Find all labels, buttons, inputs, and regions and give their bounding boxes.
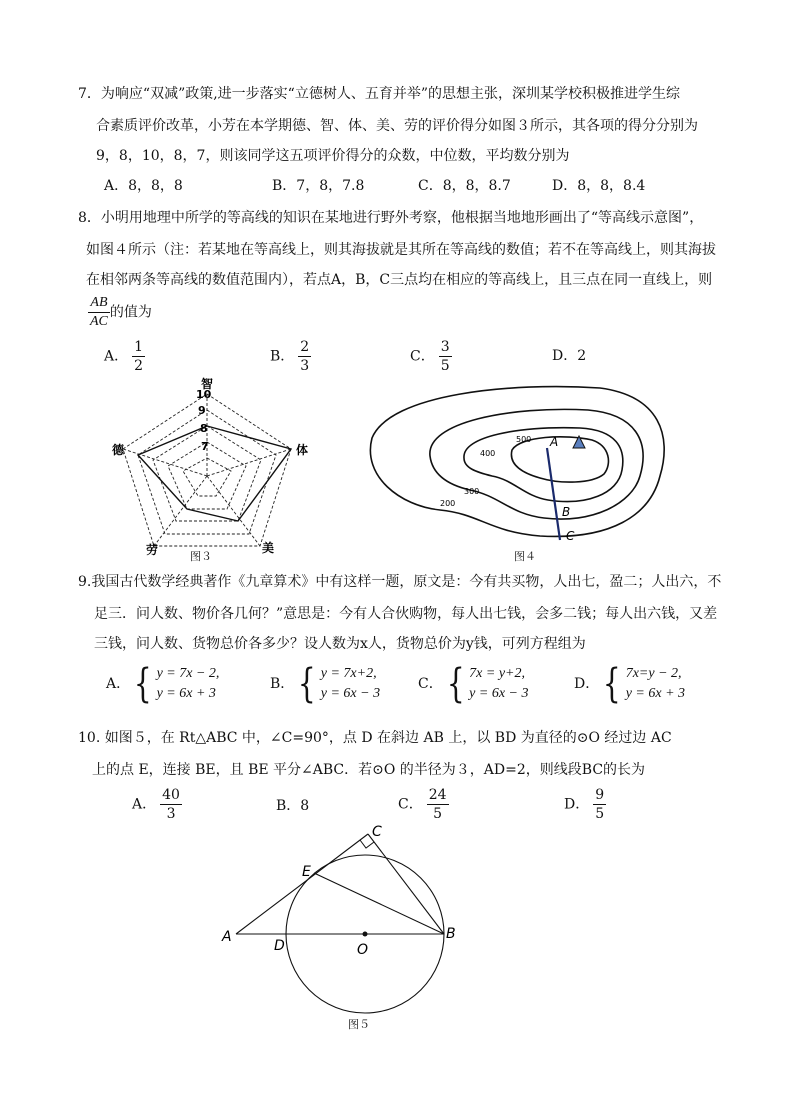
q9-option-a: A． { y = 7x − 2, y = 6x + 3 bbox=[106, 661, 220, 707]
q8-option-c bbox=[410, 338, 452, 375]
q10-option-d bbox=[564, 786, 606, 823]
q8-option-a bbox=[104, 338, 145, 375]
q10-a-label: A． bbox=[132, 796, 157, 813]
q7-line1: 7．为响应“双减”政策,进一步落实“立德树人、五育并举”的思想主张，深圳某学校积极推进学生综 bbox=[78, 86, 680, 102]
radar-axis-bottom-left bbox=[154, 476, 207, 546]
figure-4-contour-map bbox=[360, 376, 680, 546]
q7-line2: 合素质评价改革，小芳在本学期德、智、体、美、劳的评价得分如图３所示，其各项的得分分别为 bbox=[96, 118, 698, 134]
q8-frac-den: AC bbox=[90, 314, 108, 329]
q8-b-label: B． bbox=[270, 348, 295, 365]
segment-ac bbox=[236, 834, 368, 934]
q8-line2: 如图４所示（注：若某地在等高线上，则其海拔就是其所在等高线的数值；若不在等高线上，则其海拔 bbox=[86, 242, 716, 258]
point-b-label: B bbox=[446, 926, 456, 942]
q8-option-b bbox=[270, 338, 311, 375]
line-abc bbox=[547, 448, 560, 540]
q10-line2: 上的点 E，连接 BE，且 BE 平分∠ABC．若⊙O 的半径为３，AD=2，则线段BC的长为 bbox=[92, 762, 646, 778]
q8-fraction bbox=[88, 294, 110, 331]
q8-c-label: C． bbox=[410, 348, 435, 365]
point-a-label: A bbox=[550, 435, 559, 449]
q9-c-eq1: 7x = y+2, bbox=[469, 666, 525, 681]
q9-option-d: D． { 7x=y − 2, y = 6x + 3 bbox=[574, 661, 686, 707]
point-d-label: D bbox=[274, 938, 285, 954]
contour-200 bbox=[370, 387, 664, 537]
q10-c-num: 24 bbox=[428, 787, 447, 803]
q10-a-num: 40 bbox=[162, 787, 180, 803]
q7-option-c: C．8，8，8.7 bbox=[418, 178, 511, 194]
q7-line3: 9，8，10，8，7，则该同学这五项评价得分的众数，中位数，平均数分别为 bbox=[96, 148, 570, 164]
q10-line1: 10. 如图５，在 Rt△ABC 中，∠C=90°，点 D 在斜边 AB 上，以 BD 为直径的⊙O 经过边 AC bbox=[78, 730, 672, 746]
radar-label-bottom-left: 劳 bbox=[146, 543, 159, 557]
q8-b-den: 3 bbox=[300, 358, 310, 374]
q10-a-den: 3 bbox=[166, 806, 176, 822]
q9-d-eq2: y = 6x + 3 bbox=[625, 686, 686, 701]
q9-line2: 足三．问人数、物价各几何？”意思是：今有人合伙购物，每人出七钱，会多二钱；每人出六钱，又差 bbox=[94, 606, 718, 622]
q10-option-a bbox=[132, 786, 182, 823]
contour-label-200: 200 bbox=[440, 499, 456, 508]
radar-axis-bottom-right bbox=[207, 476, 260, 546]
q9-a-eq1: y = 7x − 2, bbox=[156, 666, 220, 681]
contour-label-400: 400 bbox=[480, 449, 496, 458]
radar-tick-10: 10 bbox=[196, 388, 212, 401]
q10-d-label: D． bbox=[564, 796, 590, 813]
q8-a-num: 1 bbox=[134, 339, 144, 355]
point-b-label: B bbox=[562, 505, 571, 519]
radar-tick-9: 9 bbox=[198, 404, 206, 417]
point-c-label: C bbox=[372, 824, 382, 840]
q8-a-label: A． bbox=[104, 348, 129, 365]
contour-400 bbox=[464, 428, 623, 502]
q9-option-b: B． { y = 7x+2, y = 6x − 3 bbox=[270, 661, 381, 707]
q7-option-b: B．7，8，7.8 bbox=[272, 178, 365, 194]
radar-label-top: 智 bbox=[200, 377, 214, 391]
q9-d-eq1: 7x=y − 2, bbox=[625, 666, 682, 681]
figure-5-caption: 图５ bbox=[348, 1018, 370, 1031]
figure-5-geometry bbox=[216, 820, 466, 1016]
figure-3-radar bbox=[110, 376, 310, 562]
q7-option-d: D．8，8，8.4 bbox=[552, 178, 646, 194]
radar-label-right: 体 bbox=[296, 443, 309, 457]
q8-line1: 8．小明用地理中所学的等高线的知识在某地进行野外考察，他根据当地地形画出了“等高线示意图”， bbox=[78, 210, 704, 226]
radar-tick-7: 7 bbox=[201, 440, 209, 453]
point-a-label: A bbox=[222, 929, 232, 945]
q10-option-c bbox=[398, 786, 449, 823]
q10-option-b: B．8 bbox=[276, 798, 310, 814]
point-o-label: O bbox=[357, 942, 369, 958]
q8-line3: 在相邻两条等高线的数值范围内），若点A，B，C三点均在相应的等高线上，且三点在同一直线上，则 bbox=[86, 272, 713, 288]
contour-300 bbox=[430, 409, 643, 519]
q9-d-label: D． bbox=[574, 676, 600, 692]
q8-fraction-row bbox=[84, 294, 152, 331]
q9-c-eq2: y = 6x − 3 bbox=[469, 686, 529, 701]
contour-label-300: 300 bbox=[464, 487, 480, 496]
q9-b-label: B． bbox=[270, 676, 295, 692]
radar-label-bottom-right: 美 bbox=[262, 541, 275, 555]
center-o-dot bbox=[363, 932, 368, 937]
q9-option-c: C． { 7x = y+2, y = 6x − 3 bbox=[418, 661, 529, 707]
q9-line1: 9.我国古代数学经典著作《九章算术》中有这样一题，原文是：今有共买物，人出七，盈二；人出六，不 bbox=[78, 574, 722, 590]
q8-tail: 的值为 bbox=[109, 304, 152, 321]
q9-a-label: A． bbox=[106, 676, 131, 692]
q9-b-eq2: y = 6x − 3 bbox=[320, 686, 381, 701]
q10-c-label: C． bbox=[398, 796, 423, 813]
segment-cb bbox=[368, 834, 444, 934]
q9-a-eq2: y = 6x + 3 bbox=[156, 686, 216, 701]
radar-axis-right bbox=[207, 449, 291, 476]
q9-b-eq1: y = 7x+2, bbox=[320, 666, 377, 681]
q9-c-label: C． bbox=[418, 676, 443, 692]
q8-frac-num: AB bbox=[88, 294, 109, 313]
radar-label-left: 德 bbox=[112, 443, 125, 457]
q8-c-num: 3 bbox=[440, 339, 450, 355]
figure-4-caption: 图４ bbox=[514, 550, 536, 563]
point-c-label: C bbox=[566, 529, 575, 543]
q7-option-a: A．8，8，8 bbox=[104, 178, 183, 194]
point-e-label: E bbox=[302, 864, 311, 880]
q10-c-den: 5 bbox=[433, 806, 443, 822]
q8-c-den: 5 bbox=[440, 358, 450, 374]
q8-option-d: D．2 bbox=[552, 348, 587, 364]
right-angle-mark bbox=[360, 840, 374, 848]
q8-a-den: 2 bbox=[134, 358, 144, 374]
contour-label-500: 500 bbox=[516, 435, 532, 444]
figure-3-caption: 图３ bbox=[190, 550, 212, 563]
radar-axis-left bbox=[123, 449, 207, 476]
radar-tick-8: 8 bbox=[200, 422, 208, 435]
q9-line3: 三钱，问人数、货物总价各多少？设人数为x人，货物总价为y钱，可列方程组为 bbox=[94, 636, 586, 652]
q10-d-num: 9 bbox=[595, 787, 605, 803]
q8-b-num: 2 bbox=[300, 339, 310, 355]
q10-d-den: 5 bbox=[595, 806, 605, 822]
